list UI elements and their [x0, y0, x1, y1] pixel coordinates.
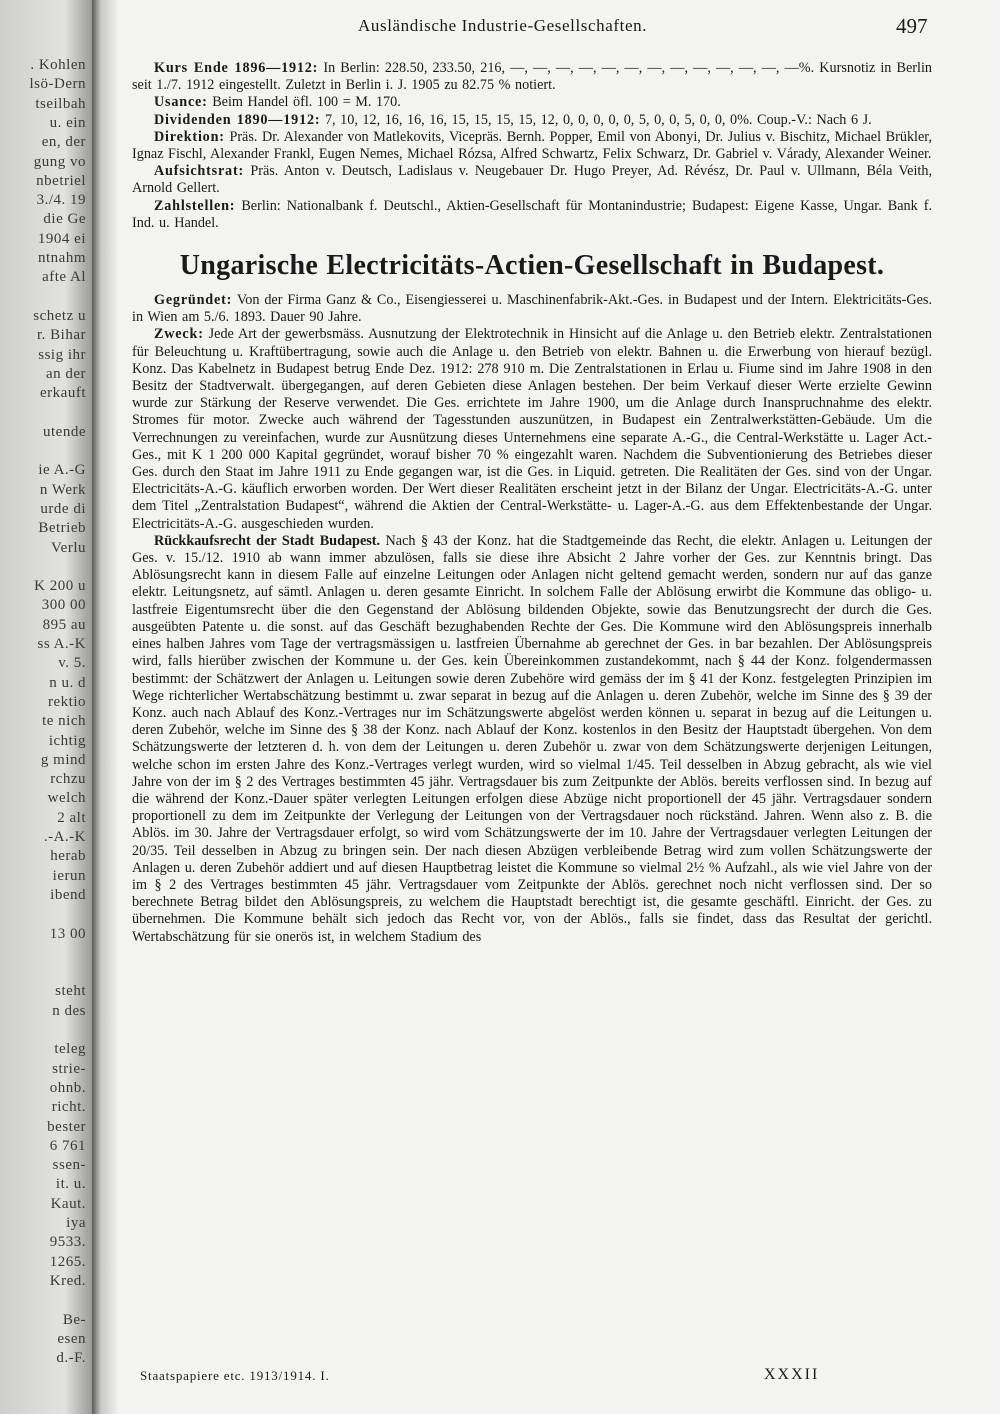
gegruendet-label: Gegründet: [154, 292, 233, 309]
direktion-paragraph [132, 129, 932, 163]
previous-page-fragment: esen [57, 1330, 86, 1347]
previous-page-fragment: .-A.-K [43, 829, 86, 845]
previous-page-fragment: K 200 u [34, 578, 86, 595]
previous-page-fragment: Betrieb [38, 520, 86, 537]
previous-page-fragment: Be- [62, 1311, 86, 1328]
dividenden-paragraph [132, 112, 932, 129]
previous-page-fragment: en, der [41, 134, 86, 151]
previous-page-fragment: 300 00 [41, 597, 86, 614]
previous-page-fragment: ss A.-K [37, 636, 86, 652]
usance-paragraph [132, 94, 932, 111]
previous-page-fragment: ssen- [52, 1157, 86, 1174]
previous-page-fragment: 1904 ei [37, 230, 86, 247]
previous-page-fragment: 9533. [49, 1234, 86, 1251]
previous-page-fragment: v. 5. [58, 655, 86, 672]
dividenden-text: 7, 10, 12, 16, 16, 16, 15, 15, 15, 15, 12, 0, 0, 0, 0, 0, 5, 0, 0, 5, 0, 0, 0%. Coup.-V.: Nach 6 J. [324, 111, 872, 128]
kurs-text: In Berlin: 228.50, 233.50, 216, —, —, —, —, —, —, —, —, —, —, —, —, —%. Kursnotiz in Berlin seit 1./7. 1912 eingestellt. Zuletzt in Berlin i. J. 1905 zu 82.75 % notiert. [132, 60, 932, 94]
previous-page-fragment: rchzu [50, 771, 86, 788]
kurs-paragraph [132, 60, 932, 94]
previous-page-fragment: tseilbah [35, 95, 86, 112]
previous-page-fragment: r. Bihar [37, 327, 86, 344]
previous-page-fragment: nbetriel [36, 172, 86, 189]
kurs-label: Kurs Ende 1896—1912: [154, 60, 319, 76]
previous-page-fragment: ierun [52, 867, 86, 884]
usance-label: Usance: [154, 94, 208, 111]
previous-page-fragment: d.-F. [56, 1350, 86, 1367]
previous-page-fragment: herab [50, 848, 86, 865]
previous-page-fragment: erkauft [40, 385, 86, 402]
previous-page-fragment: utende [43, 423, 86, 440]
rueckkauf-paragraph [132, 533, 932, 946]
running-head: Ausländische Industrie-Gesellschaften. [358, 16, 648, 35]
previous-page-fragment: lsö-Dern [29, 76, 86, 93]
direktion-label: Direktion: [154, 128, 225, 145]
previous-page-fragment: die Ge [43, 211, 86, 228]
previous-page-fragment: ibend [50, 886, 86, 903]
zahlstellen-label: Zahlstellen: [154, 197, 236, 214]
previous-page-fragment: ntnahm [38, 250, 86, 266]
page-footer [140, 1368, 920, 1390]
previous-page-fragment: ie A.-G [38, 462, 86, 479]
previous-page-fragment: strie- [52, 1060, 86, 1077]
rueckkauf-label: Rückkaufsrecht der Stadt Budapest. [154, 532, 381, 549]
previous-page-fragment: teleg [54, 1041, 86, 1058]
previous-page-fragment: Verlu [51, 539, 86, 556]
previous-page-fragment: 1265. [49, 1253, 86, 1270]
previous-page-fragment: n des [52, 1002, 86, 1019]
previous-page-fragment: bester [47, 1118, 86, 1135]
gegruendet-paragraph [132, 292, 932, 326]
previous-page-fragment: u. ein [49, 114, 86, 131]
previous-page-fragment: Kred. [49, 1272, 86, 1289]
previous-page-fragment: 2 alt [57, 809, 86, 826]
previous-page-fragment: rektio [48, 693, 86, 710]
page-header [118, 14, 938, 40]
previous-page-fragment: richt. [51, 1099, 86, 1116]
footer-sheet-number: XXXII [764, 1366, 820, 1383]
aufsichtsrat-text: Präs. Anton v. Deutsch, Ladislaus v. Neugebauer Dr. Hugo Preyer, Ad. Révész, Dr. Paul v. Ullmann, Béla Veith, Arnold Gellert. [132, 163, 933, 197]
zweck-paragraph [132, 326, 932, 532]
company-title: Ungarische Electricitäts-Actien-Gesellschaft in Budapest. [179, 250, 885, 282]
previous-page-fragment: g mind [40, 751, 86, 768]
previous-page-fragment: . Kohlen [30, 57, 86, 73]
zahlstellen-text: Berlin: Nationalbank f. Deutschl., Aktien-Gesellschaft für Montanindustrie; Budapest: Eigene Kasse, Ungar. Bank f. Ind. u. Handel. [132, 197, 933, 231]
previous-page-fragment: ohnb. [49, 1079, 86, 1096]
previous-page-fragment: 13 00 [49, 925, 86, 942]
previous-page-fragment: 895 au [42, 616, 86, 633]
page [118, 0, 1000, 1414]
aufsichtsrat-label: Aufsichtsrat: [154, 163, 244, 180]
previous-page-edge [0, 0, 92, 1414]
previous-page-fragment: schetz u [33, 307, 86, 324]
previous-page-fragment: welch [47, 790, 86, 807]
previous-page-fragment: gung vo [33, 153, 86, 170]
rueckkauf-text: Nach § 43 der Konz. hat die Stadtgemeinde das Recht, die elektr. Anlagen u. Leitungen der Ges. v. 15./12. 1910 ab wann immer abzulösen, falls sie diese ihre Absicht 2 Jahre vorher der Ges. zur Kenntnis bringt. Das Ablösungsrecht kann in diesem Falle auf einzelne Leitungen oder Anlagen nicht geltend gemacht werden, sondern nur auf das ganze elektr. Leitungsnetz, auf sämtl. Anlagen u. deren gesamte Einricht. In solchem Falle der Ablösung erwirbt die Kommune das obligo- u. lastfreie Eigentumsrecht über die den Gegenstand der Ablösung bildenden Objekte, sowie das Benutzungsrecht der durch die Ges. ausgeübten Patente u. die sonst. auf das Geschäft bezughabenden Rechte der Ges. Die Kommune wird den Ablösungspreis innerhalb eines halben Jahres vom Tage der vertragsmässigen u. lastfreien Übernahme ab gerechnet der Ges. in bar bezahlen. Der Ablösungspreis wird, falls hierüber zwischen der Kommune u. der Ges. kein Übereinkommen zustandekommt, nach § 44 der Konz. folgendermassen bestimmt: der Schätzwert der Anlagen u. Leitungen sowie deren Zubehöre wird gemäss der im § 41 der Konz. festgelegten Prinzipien im Wege richterlicher Wertabschätzung bestimmt u. zwar separat in bezug auf die Anlagen u. deren Zubehör, welche im Sinne des § 39 der Konz. auch nach Ablauf des Konz.-Vertrages nur im Schätzungswerte abgelöst werden können u. separat in bezug auf die Leitungen u. deren Zubehör, welche im Sinne des § 38 der Konz. nach Ablauf der Konz. kostenlos in den Besitz der Hauptstadt übergehen. Von dem Schätzungswerte der letzteren d. h. von dem der Leitungen u. deren Zubehör u. zwar von dem Schätzungswerte derjenigen Leitungen, welche schon im ersten Jahre des Konz.-Vertrages verlegt wurden, wird so vielmal 1/45. Teil desselben in Abzug gebracht, als wie viel Jahre von der im § 2 des Vertrages bestimmten 45 jähr. Vertragsdauer bis zum Zeitpunkte der Ablös. bereits verflossen sind. In bezug auf die während der Konz.-Dauer später verlegten Leitungen erfolgen diese Abzüge nicht proportionell der 45 jähr. Vertragsdauer sondern proportionell zu dem im Zeitpunkte der Verlegung der Leitungen von der Vertragsdauer noch rückständ. Jahren. Wenn also z. B. die Ablös. im 30. Jahre der Vertragsdauer erfolgt, so wird vom Schätzungswerte der im 10. Jahre der Vertragsdauer verlegten Leitungen der 20/35. Teil desselben in Abzug zu bringen sein. Der nach diesen Abzügen verbleibende Betrag wird zum vollen Schätzungswerte der Anlagen u. deren Zubehör addiert und auf diesen Hauptbetrag leistet die Kommune so vielmal 2½ % Aufzahl., als wie viel Jahre von der im § 2 des Vertrages bestimmten 45 jähr. Vertragsdauer vom Zeitpunkte der Ablös. gerechnet noch nicht verflossen sind. Der so berechnete Betrag bildet den Ablösungspreis, zu welchem die Hauptstadt berechtigt ist, die gesamte geschäftl. Einricht. der Ges. zu übernehmen. Die Kommune behält sich jedoch das Recht vor, von der Ablös., falls sie findet, dass das Resultat der gerichtl. Wertabschätzung für sie onerös ist, in welchem Stadium des [132, 532, 932, 945]
previous-page-fragment: 3./4. 19 [36, 192, 86, 209]
previous-page-fragment: urde di [40, 500, 86, 517]
previous-page-fragment: it. u. [55, 1176, 86, 1193]
previous-page-fragment: iya [66, 1215, 86, 1231]
gegruendet-text: Von der Firma Ganz & Co., Eisengiesserei u. Maschinenfabrik-Akt.-Ges. in Budapest und der Intern. Elektricitäts-Ges. in Wien am 5./6. 1893. Dauer 90 Jahre. [132, 292, 933, 326]
previous-page-fragment: 6 761 [49, 1137, 86, 1154]
zweck-text: Jede Art der gewerbsmäss. Ausnutzung der Elektrotechnik in Hinsicht auf die Anlage u. den Betrieb elektr. Zentralstationen für Beleuchtung u. Kraftübertragung, sowie auch die Anlage u. den Betrieb von elektr. Bahnen u. die Erwerbung von hierauf bezügl. Konz. Das Kabelnetz in Budapest betrug Ende Dez. 1912: 278 910 m. Die Zentralstationen in Erlau u. Fiume sind im Jahre 1908 in den Besitz der Stadtverwalt. übergegangen, auf deren Gebieten diese Anlagen bestehen. Der beim Verkauf dieser Werte erzielte Gewinn wurde zur Stärkung der Reserve verwendet. Die Ges. errichtete im Jahre 1900, um die Anlage durch Inanspruchnahme des elektr. Stromes für motor. Zwecke auch während der Tagesstunden auszunützen, in Budapest ein Zentralwerkstätten-Gebäude. Um die Verrechnungen zu vereinfachen, wurde zur Ausnützung dieses Unternehmens eine separate A.-G., die Central-Werkstätte u. Lager Act.-Ges., mit K 1 200 000 Kapital gegründet, worauf bisher 70 % eingezahlt waren. Nachdem die Subventionierung des Betriebes dieser Ges. durch den Staat im Jahre 1911 zu Ende gegangen war, ist die Ges. in Liquid. getreten. Die Realitäten der Ges. sind von der Ungar. Electricitäts-A.-G. käuflich erworben worden. Der Wert dieser Realitäten erscheint jetzt in der Bilanz der Ungar. Electricitäts-A.-G. unter dem Titel „Zentralstation Budapest“, während die Aktien der Central-Werkstätte- u. Lager-A.-G. aus dem Effektenbestande der Ungar. Electricitäts-A.-G. ausgeschieden wurden. [132, 326, 932, 532]
usance-text: Beim Handel öfl. 100 = M. 170. [212, 94, 401, 111]
previous-page-fragment: steht [55, 983, 86, 1000]
footer-signature: Staatspapiere etc. 1913/1914. I. [140, 1368, 330, 1383]
previous-page-fragment: ssig ihr [38, 346, 86, 363]
dividenden-label: Dividenden 1890—1912: [154, 111, 321, 128]
previous-page-fragment: te nich [42, 713, 86, 730]
zweck-label: Zweck: [154, 326, 204, 343]
previous-page-fragment: ichtig [48, 732, 86, 749]
previous-page-fragment: afte Al [42, 269, 86, 286]
direktion-text: Präs. Dr. Alexander von Matlekovits, Vicepräs. Bernh. Popper, Emil von Abonyi, Dr. Julius v. Bischitz, Michael Brükler, Ignaz Fischl, Alexander Frankl, Eugen Nemes, Michael Rózsa, Alfred Schwartz, Felix Schwarz, Dr. Gabriel v. Várady, Alexander Weiner. [132, 128, 932, 163]
zahlstellen-paragraph [132, 198, 932, 232]
page-number: 497 [896, 14, 928, 38]
page-content [132, 60, 932, 946]
book-gutter [92, 0, 118, 1414]
previous-page-fragment: an der [45, 365, 86, 382]
previous-page-fragment: n Werk [39, 481, 86, 498]
previous-page-fragment: n u. d [49, 674, 86, 691]
aufsichtsrat-paragraph [132, 163, 932, 197]
previous-page-fragment: Kaut. [50, 1195, 86, 1212]
